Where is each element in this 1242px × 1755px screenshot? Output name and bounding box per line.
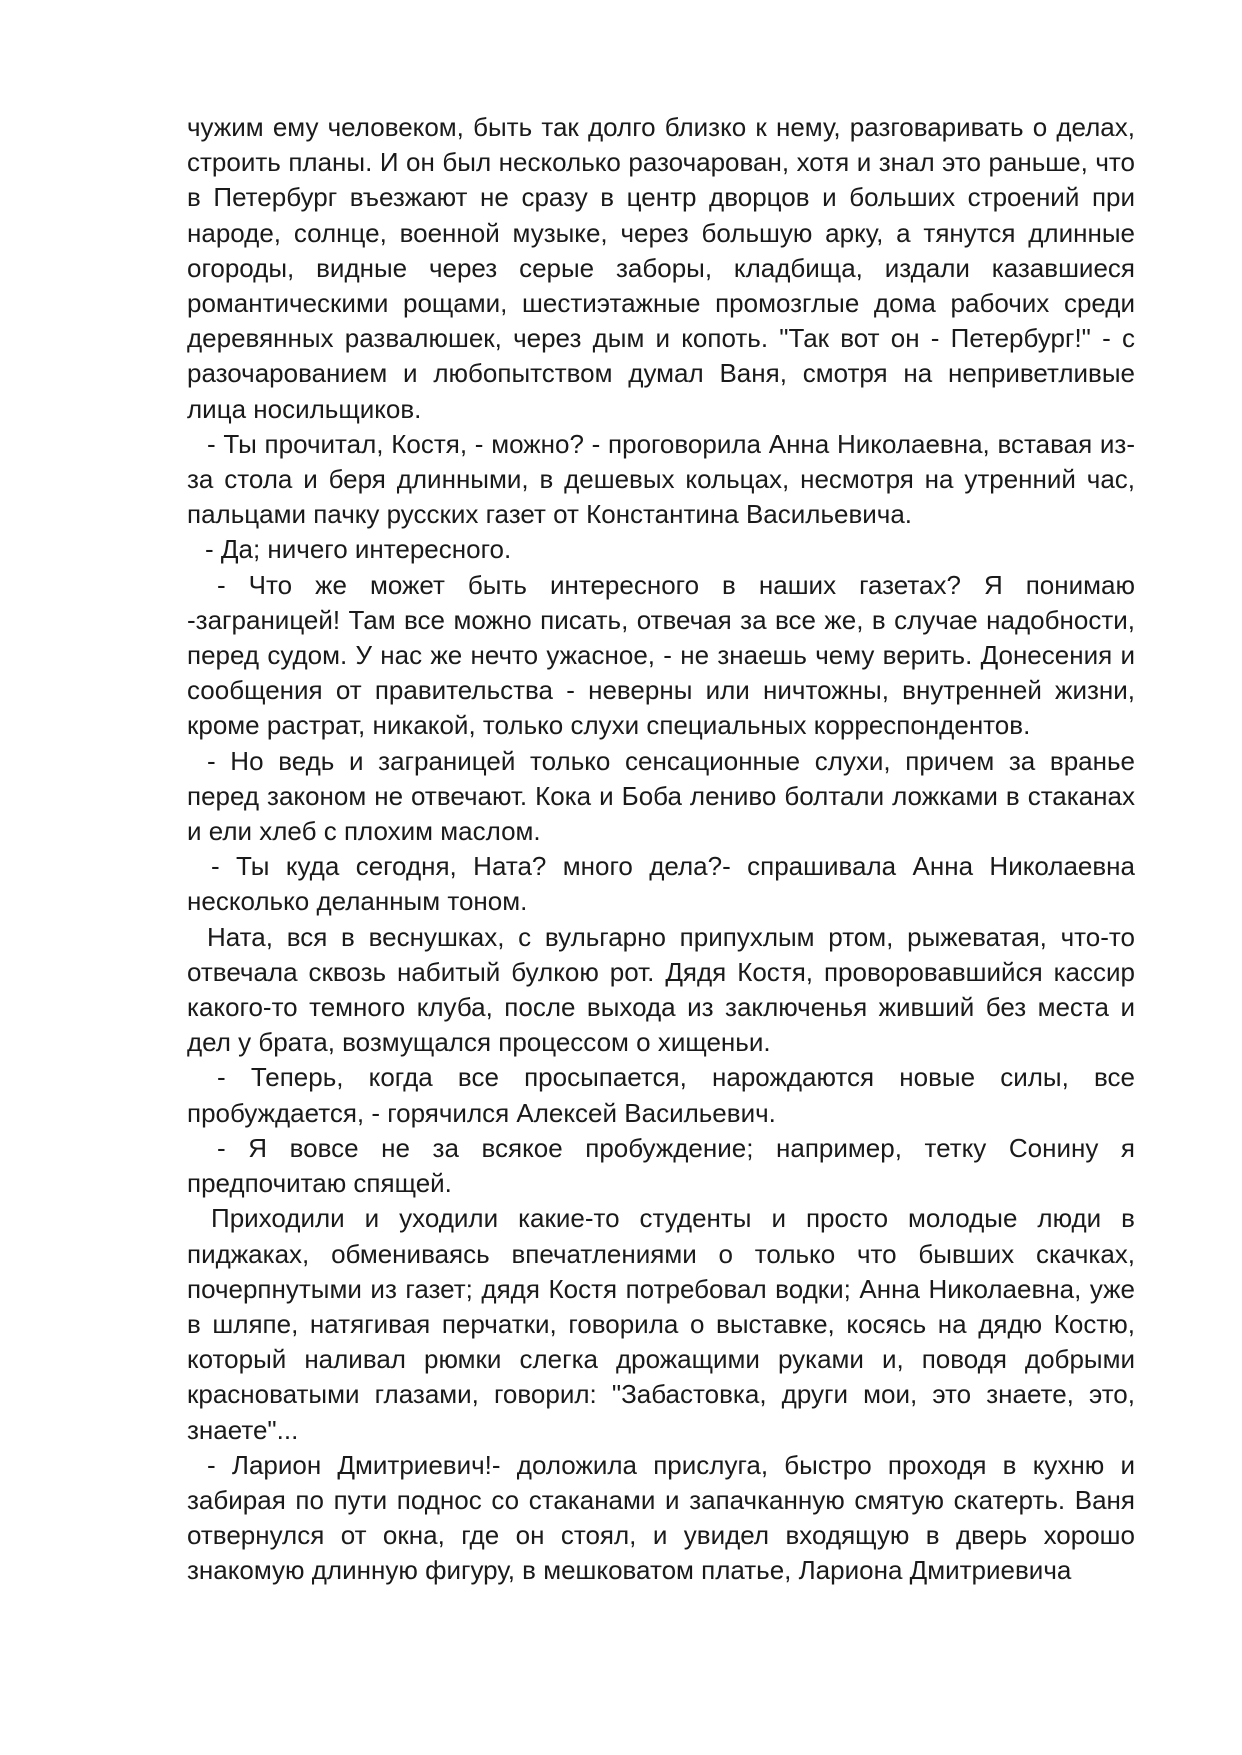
paragraph-8: - Теперь, когда все просыпается, нарождаются новые силы, все пробуждается, - горячился Алексей Васильевич.: [187, 1062, 1135, 1128]
paragraph-3: - Да; ничего интересного.: [205, 534, 512, 565]
paragraph-6: - Ты куда сегодня, Ната? много дела?- спрашивала Анна Николаевна несколько деланным тоном.: [187, 851, 1135, 917]
document-page: [187, 110, 1135, 1589]
paragraph-2: - Ты прочитал, Костя, - можно? - проговорила Анна Николаевна, вставая из-за стола и беря длинными, в дешевых кольцах, несмотря на утренний час, пальцами пачку русских газет от Константина Васильевича.: [187, 428, 1135, 530]
paragraph-7: Ната, вся в веснушках, с вульгарно припухлым ртом, рыжеватая, что-то отвечала сквозь набитый булкою рот. Дядя Костя, проворовавшийся кассир какого-то темного клуба, после выхода из заключенья живший без места и дел у брата, возмущался процессом о хищеньи.: [187, 921, 1135, 1058]
paragraph-4: - Что же может быть интересного в наших газетах? Я понимаю -заграницей! Там все можно писать, отвечая за все же, в случае надобности, перед судом. У нас же нечто ужасное, - не знаешь чему верить. Донесения и сообщения от правительства - неверны или ничтожны, внутренней жизни, кроме растрат, никакой, только слухи специальных корреспондентов.: [187, 569, 1135, 741]
paragraph-5: - Но ведь и заграницей только сенсационные слухи, причем за вранье перед законом не отвечают. Кока и Боба лениво болтали ложками в стаканах и ели хлеб с плохим маслом.: [187, 745, 1135, 847]
paragraph-10: Приходили и уходили какие-то студенты и просто молодые люди в пиджаках, обмениваясь впечатлениями о только что бывших скачках, почерпнутыми из газет; дядя Костя потребовал водки; Анна Николаевна, уже в шляпе, натягивая перчатки, говорила о выставке, косясь на дядю Костю, который наливал рюмки слегка дрожащими руками и, поводя добрыми красноватыми глазами, говорил: "Забастовка, други мои, это знаете, это, знаете"...: [187, 1203, 1135, 1445]
paragraph-11: - Ларион Дмитриевич!- доложила прислуга, быстро проходя в кухню и забирая по пути поднос со стаканами и запачканную смятую скатерть. Ваня отвернулся от окна, где он стоял, и увидел входящую в дверь хорошо знакомую длинную фигуру, в мешковатом платье, Лариона Дмитриевича: [187, 1449, 1135, 1586]
paragraph-1: чужим ему человеком, быть так долго близко к нему, разговаривать о делах, строить планы. И он был несколько разочарован, хотя и знал это раньше, что в Петербург въезжают не сразу в центр дворцов и больших строений при народе, солнце, военной музыке, через большую арку, а тянутся длинные огороды, видные через серые заборы, кладбища, издали казавшиеся романтическими рощами, шестиэтажные промозглые дома рабочих среди деревянных развалюшек, через дым и копоть. "Так вот он - Петербург!" - с разочарованием и любопытством думал Ваня, смотря на неприветливые лица носильщиков.: [187, 112, 1135, 424]
paragraph-9: - Я вовсе не за всякое пробуждение; например, тетку Сонину я предпочитаю спящей.: [187, 1132, 1135, 1199]
